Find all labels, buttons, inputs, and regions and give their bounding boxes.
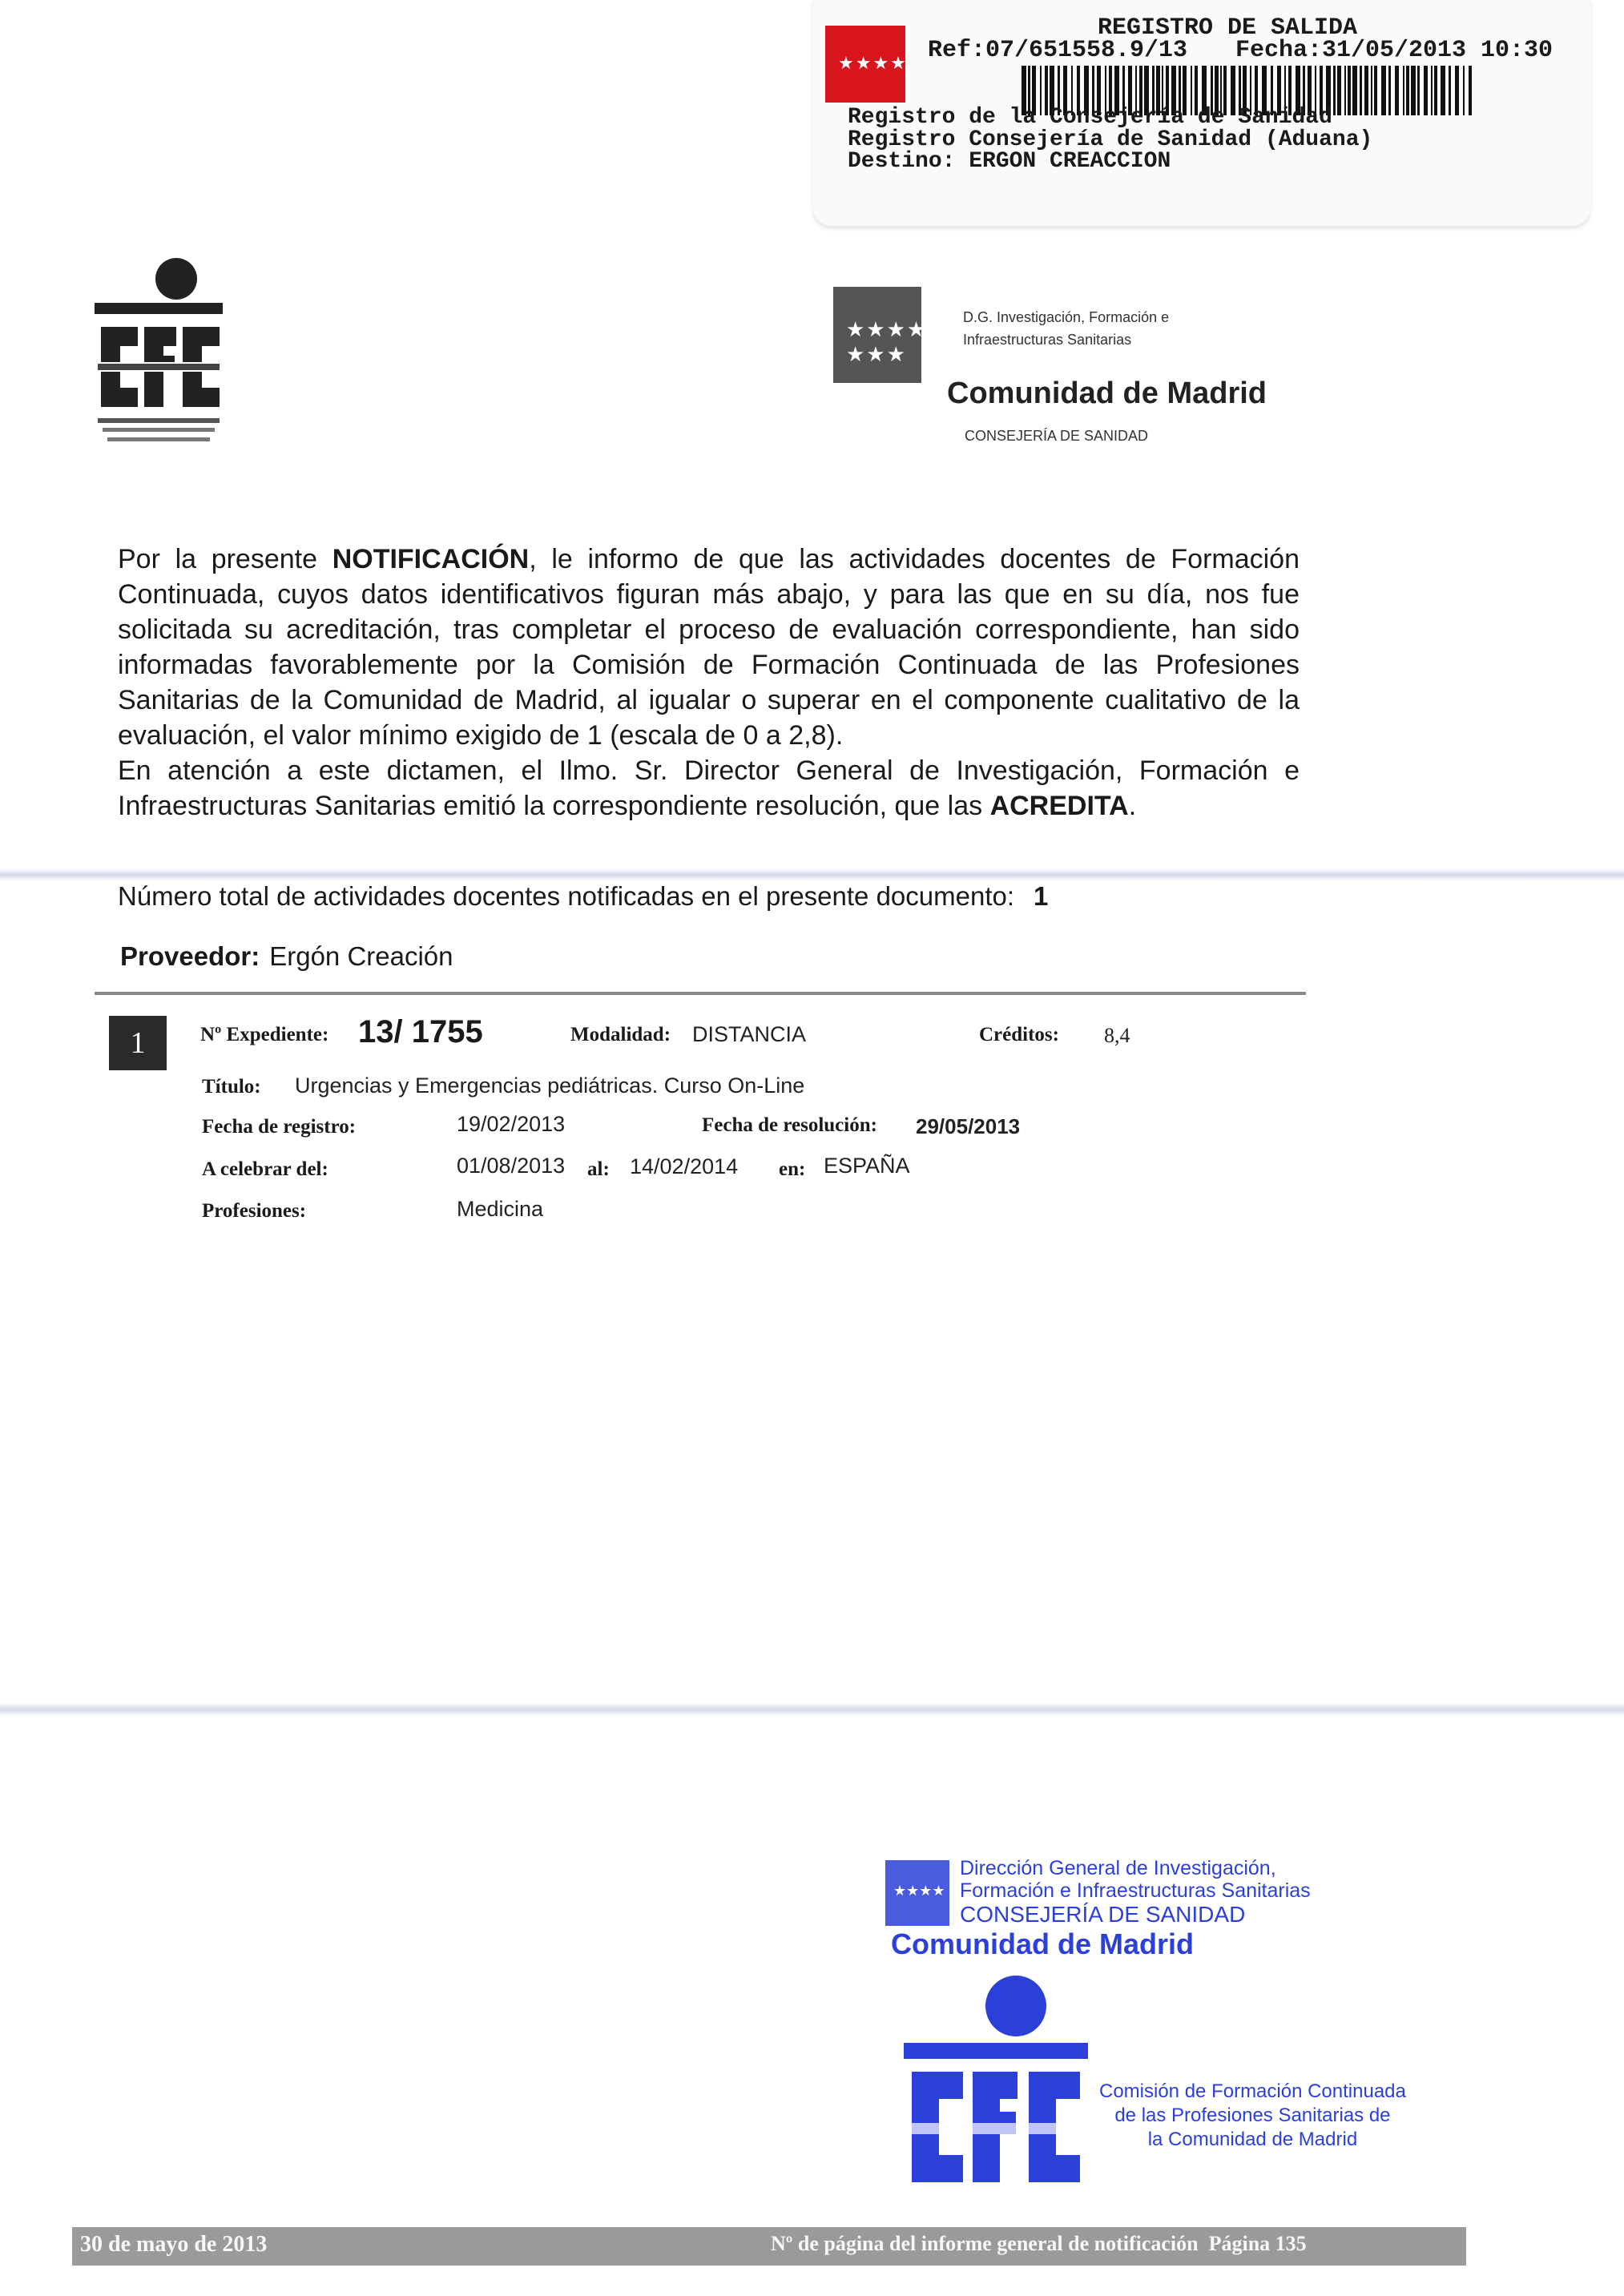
paper-fold [0,1703,1624,1716]
al-value: 14/02/2014 [630,1154,739,1178]
registry-line-2: Registro Consejería de Sanidad (Aduana) [848,127,1373,152]
footer-page: Nº de página del informe general de notificación Página 135 [771,2232,1307,2255]
madrid-flag-icon: ★★★★ [825,26,905,103]
stamp-flag-icon: ★★★★ [885,1860,949,1926]
registry-date: Fecha:31/05/2013 10:30 [1235,37,1553,64]
titulo-value: Urgencias y Emergencias pediátricas. Curso On-Line [295,1073,805,1098]
registry-ref: Ref:07/651558.9/13 [928,37,1188,64]
notification-body [118,542,1300,824]
paragraph-1: Por la presente NOTIFICACIÓN, le informo de que las actividades docentes de Formación Continuada, cuyos datos identificativos figuran más abajo, y para las que en su día, nos fue solicitada su acreditación, tras completar el proceso de evaluación correspondiente, han sido informadas favorablemente por la Comisión de Formación Continuada de las Profesiones Sanitarias de la Comunidad de Madrid, al igualar o superar en el componente cualitativo de la evaluación, el valor mínimo exigido de 1 (escala de 0 a 2,8). [118,544,1300,751]
modalidad-value: DISTANCIA [692,1022,807,1046]
registry-destination: Destino: ERGON CREACCION [848,149,1171,174]
titulo-label: Título: [202,1076,261,1098]
divider [95,992,1306,995]
fecha-registro-value: 19/02/2013 [457,1112,566,1136]
stamp-dg-text: Dirección General de Investigación, Formación e Infraestructuras Sanitarias [960,1857,1311,1902]
provider: Proveedor: Ergón Creación [120,941,453,971]
profesiones-label: Profesiones: [202,1200,307,1222]
al-label: al: [587,1158,610,1180]
comunidad-madrid-title: Comunidad de Madrid [947,377,1267,410]
stamp-commission-text: Comisión de Formación Continuada de las Profesiones Sanitarias de la Comunidad de Madrid [1099,2080,1406,2150]
consejeria-subtitle: CONSEJERÍA DE SANIDAD [965,428,1149,444]
record-number-badge: 1 [109,1016,167,1070]
en-label: en: [779,1158,806,1180]
profesiones-value: Medicina [457,1197,544,1221]
registry-line-1: Registro de la Consejería de Sanidad [848,105,1332,130]
registry-title: REGISTRO DE SALIDA [1098,14,1358,42]
footer-date: 30 de mayo de 2013 [80,2232,268,2257]
fecha-resolucion-label: Fecha de resolución: [702,1114,877,1136]
paragraph-2: En atención a este dictamen, el Ilmo. Sr. Director General de Investigación, Formación e Infraestructuras Sanitarias emitió la correspondiente resolución, que las ACREDITA. [118,755,1300,821]
fecha-resolucion-value: 29/05/2013 [916,1114,1021,1138]
creditos-label: Créditos: [979,1024,1059,1045]
celebrar-value: 01/08/2013 [457,1154,566,1178]
cfc-logo-icon [87,255,231,450]
dg-heading: D.G. Investigación, Formación e Infraestructuras Sanitarias [963,309,1170,348]
expediente-value: 13/ 1755 [358,1014,483,1049]
stamp-cfc-logo-icon [896,1971,1096,2203]
comunidad-madrid-flag-icon: ★★★★ ★★★ [833,287,921,383]
creditos-value: 8,4 [1104,1024,1130,1047]
fecha-registro-label: Fecha de registro: [202,1116,357,1138]
celebrar-label: A celebrar del: [202,1158,328,1180]
expediente-label: Nº Expediente: [200,1024,329,1045]
modalidad-label: Modalidad: [570,1024,671,1045]
stamp-consejeria: CONSEJERÍA DE SANIDAD [960,1902,1246,1927]
total-activities: Número total de actividades docentes notificadas en el presente documento: 1 [118,881,1049,911]
paper-fold [0,868,1624,881]
en-value: ESPAÑA [824,1154,910,1178]
stamp-comunidad: Comunidad de Madrid [891,1927,1194,1960]
